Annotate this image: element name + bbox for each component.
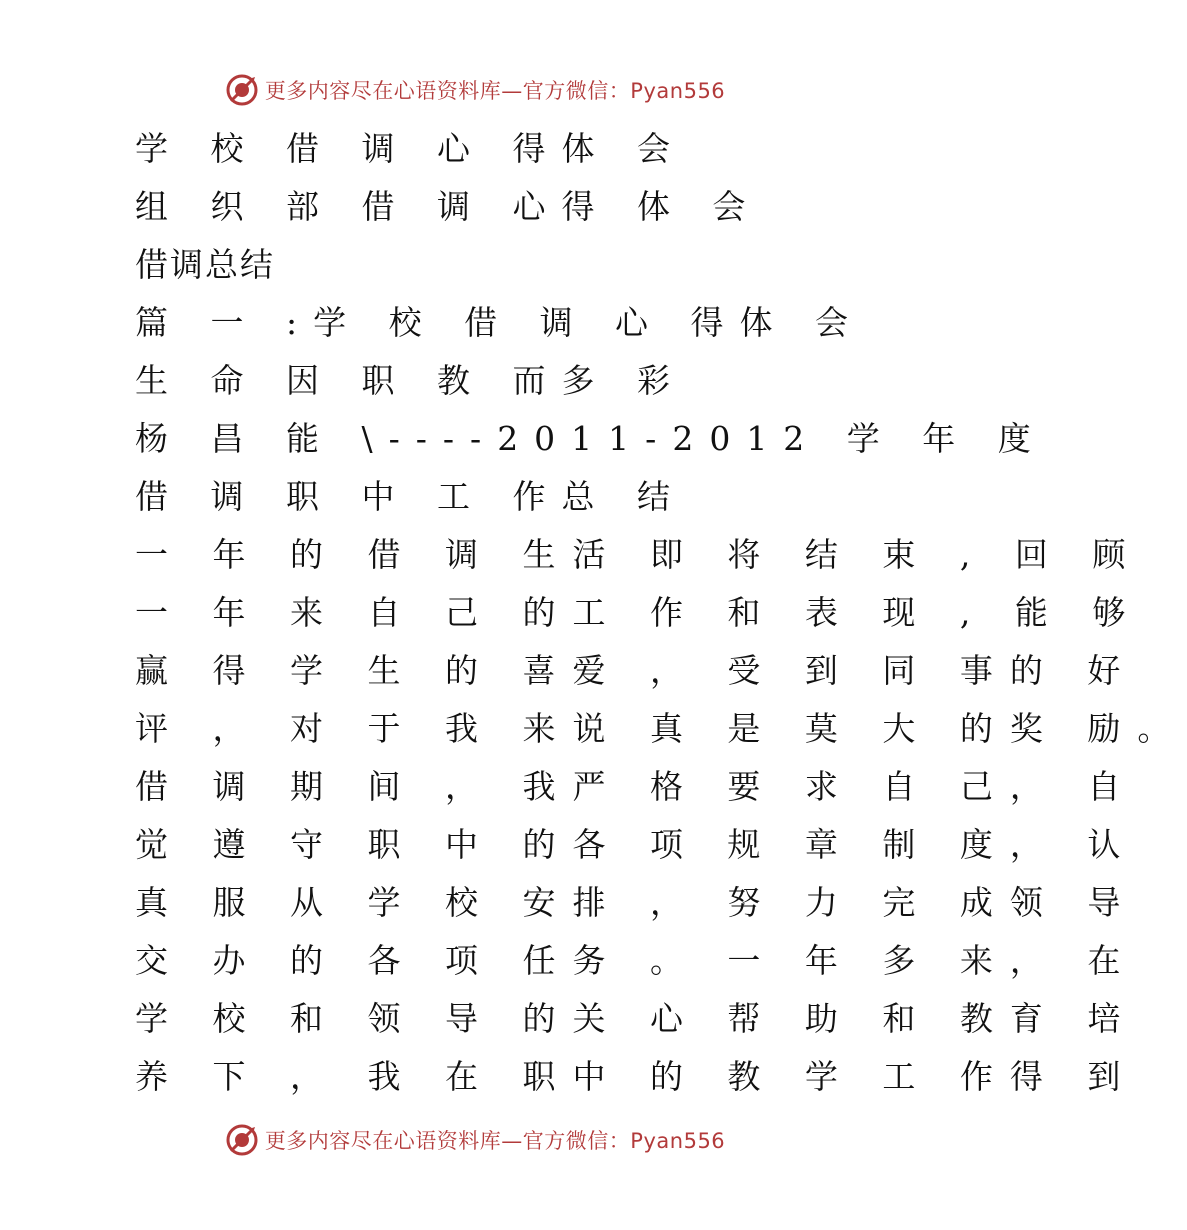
article-title: 生 命 因 职 教 而多 彩 xyxy=(135,361,686,400)
article-heading: 篇 一 :学 校 借 调 心 得体 会 xyxy=(135,303,865,342)
footer-banner xyxy=(0,1120,950,1160)
footer-banner-content xyxy=(225,1123,725,1157)
paragraph-line: 一 年 来 自 己 的工 作 和 表 现 , 能 够 xyxy=(135,593,1143,632)
doc-subtitle-summary: 借调总结 xyxy=(135,245,275,284)
paragraph-line: 交 办 的 各 项 任务 。 一 年 多 来， 在 xyxy=(135,941,1138,980)
paragraph-line: 一 年 的 借 调 生活 即 将 结 束 , 回 顾 xyxy=(135,535,1143,574)
doc-subtitle: 组 织 部 借 调 心得 体 会 xyxy=(135,187,762,226)
document-logo-icon xyxy=(225,73,259,107)
paragraph-line: 觉 遵 守 职 中 的各 项 规 章 制 度， 认 xyxy=(135,825,1138,864)
article-subheading: 借 调 职 中 工 作总 结 xyxy=(135,477,686,516)
paragraph-line: 养 下 ， 我 在 职中 的 教 学 工 作得 到 xyxy=(135,1057,1138,1096)
paragraph-line: 赢 得 学 生 的 喜爱 ， 受 到 同 事的 好 xyxy=(135,651,1138,690)
doc-title: 学 校 借 调 心 得体 会 xyxy=(135,129,686,168)
paragraph-line: 学 校 和 领 导 的关 心 帮 助 和 教育 培 xyxy=(135,999,1138,1038)
header-banner-text: 更多内容尽在心语资料库—官方微信：Pyan556 xyxy=(264,79,726,103)
document-body xyxy=(135,120,1187,1106)
footer-banner-text: 更多内容尽在心语资料库—官方微信：Pyan556 xyxy=(264,1129,726,1153)
paragraph-line: 评 ， 对 于 我 来说 真 是 莫 大 的奖 励。 xyxy=(135,709,1187,748)
header-banner xyxy=(0,70,950,110)
author-line: 杨 昌 能 \----2011-2012 学 年 度 xyxy=(135,419,1047,458)
header-banner-content xyxy=(225,73,725,107)
paragraph-line: 借 调 期 间 ， 我严 格 要 求 自 己， 自 xyxy=(135,767,1138,806)
document-logo-icon xyxy=(225,1123,259,1157)
paragraph-line: 真 服 从 学 校 安排 ， 努 力 完 成领 导 xyxy=(135,883,1138,922)
